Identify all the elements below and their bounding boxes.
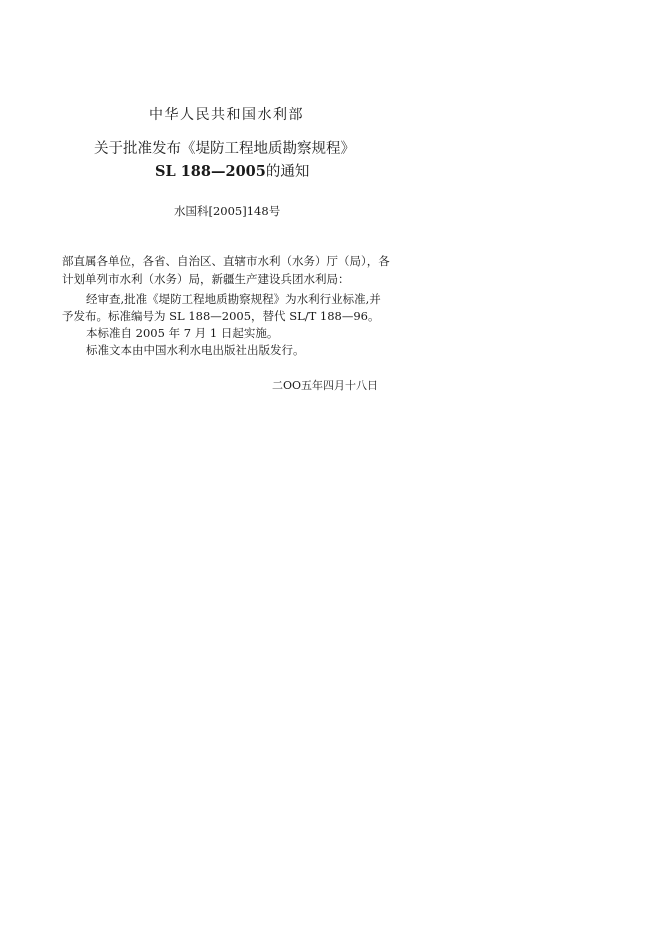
publisher-paragraph: 标准文本由中国水利水电出版社出版发行。	[86, 343, 305, 357]
notice-title-line1: 关于批准发布《堤防工程地质勘察规程》	[94, 141, 355, 157]
standard-code: SL 188—2005	[155, 163, 266, 180]
document-number: 水国科[2005]148号	[174, 204, 281, 218]
notice-title-suffix: 的通知	[265, 164, 310, 180]
issue-date: 二ΟΟ五年四月十八日	[272, 379, 379, 392]
addressee-line-2: 计划单列市水利（水务）局，新疆生产建设兵团水利局：	[62, 272, 350, 286]
approval-paragraph-line-2: 予发布。标准编号为 SL 188—2005，替代 SL/T 188—96。	[62, 309, 380, 323]
approval-paragraph-line-1: 经审查,批准《堤防工程地质勘察规程》为水利行业标准,并	[86, 292, 381, 306]
effective-date-paragraph: 本标准自 2005 年 7 月 1 日起实施。	[86, 326, 279, 340]
issuing-ministry: 中华人民共和国水利部	[149, 107, 304, 123]
notice-title-line2	[155, 160, 309, 181]
addressee-line-1: 部直属各单位，各省、自治区、直辖市水利（水务）厅（局），各	[62, 254, 390, 268]
